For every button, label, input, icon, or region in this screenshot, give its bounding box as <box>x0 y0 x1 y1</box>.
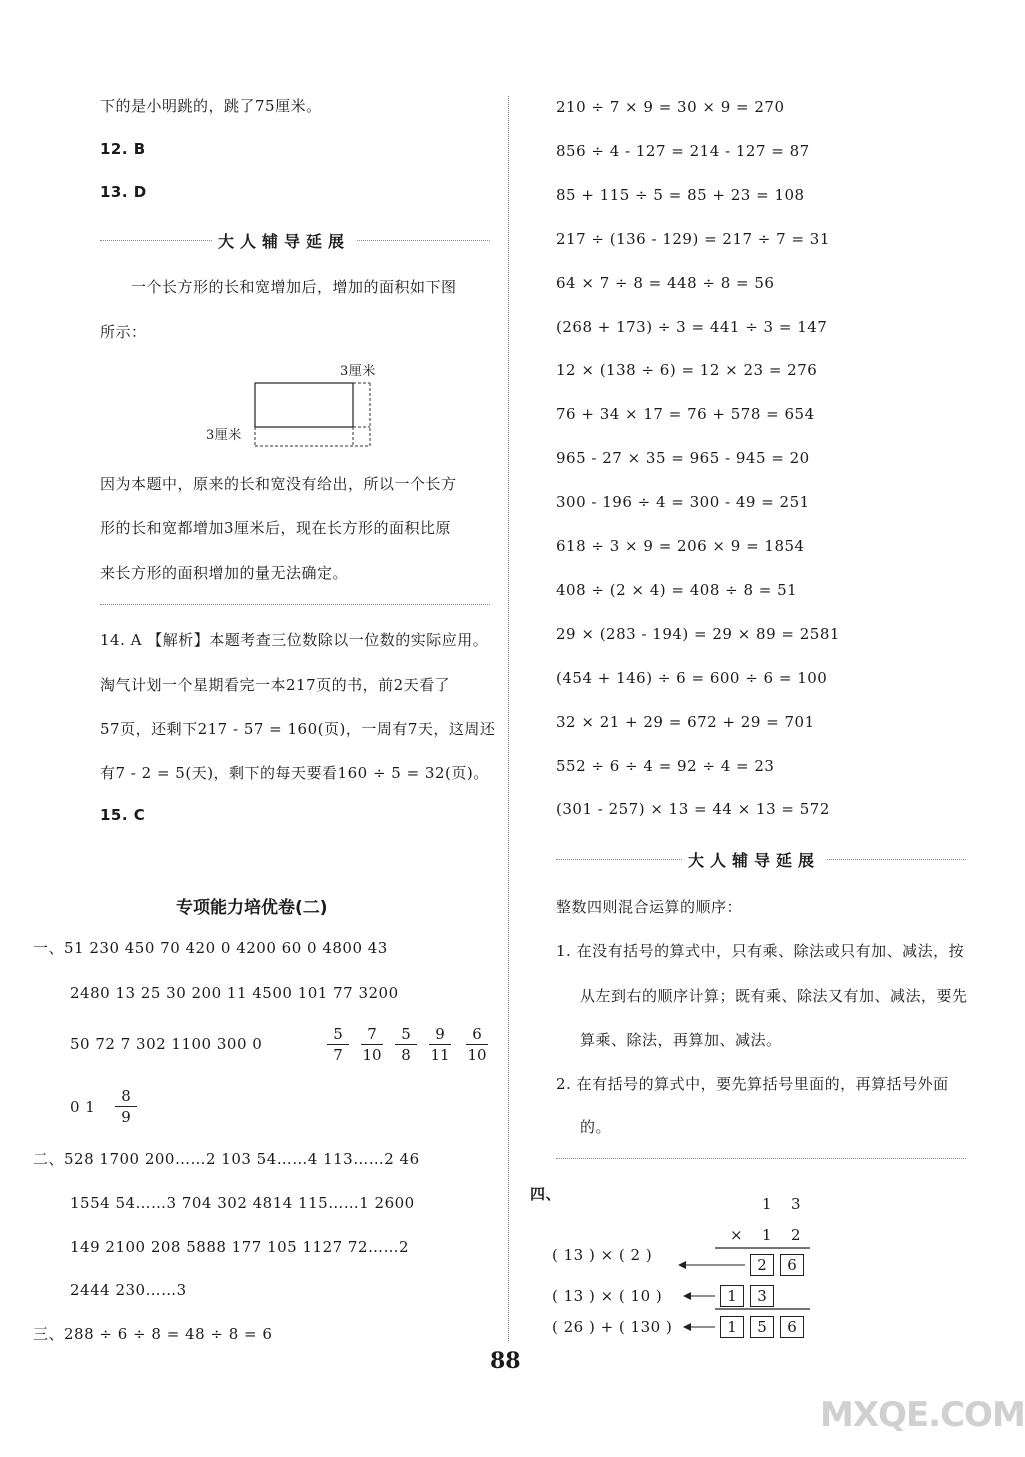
equation-line: 32 × 21 + 29 = 672 + 29 = 701 <box>556 712 815 731</box>
vertical-multiplication <box>540 1190 820 1350</box>
part2-line-2: 1554 54……3 704 302 4814 115……1 2600 <box>70 1194 415 1212</box>
section-heading-guidance-2: 大人辅导延展 <box>682 848 826 871</box>
fraction-2: $\frac{7}{10}$ <box>362 1025 382 1064</box>
sum-row: ( 26 ) + ( 130 ) <box>552 1318 673 1336</box>
part3-line-1: 三、288 ÷ 6 ÷ 8 = 48 ÷ 8 = 6 <box>33 1325 273 1343</box>
left-line-1: 下的是小明跳的，跳了75厘米。 <box>100 97 322 115</box>
digit-bottom-1: 1 <box>762 1226 773 1244</box>
partial-product-row-2: ( 13 ) × ( 10 ) <box>552 1287 663 1305</box>
fraction-4: $\frac{9}{11}$ <box>430 1025 450 1064</box>
answer-14-line-4: 有7 - 2 = 5(天)，剩下的每天要看160 ÷ 5 = 32(页)。 <box>100 764 489 782</box>
equation-line: (454 + 146) ÷ 6 = 600 ÷ 6 = 100 <box>556 668 828 687</box>
answer-14-line-1: 14. A 【解析】本题考查三位数除以一位数的实际应用。 <box>100 631 489 649</box>
fraction-5: $\frac{6}{10}$ <box>467 1025 487 1064</box>
section-heading-guidance-1: 大人辅导延展 <box>212 229 356 252</box>
fraction-6: $\frac{8}{9}$ <box>115 1086 137 1127</box>
equation-line: (301 - 257) × 13 = 44 × 13 = 572 <box>556 800 830 819</box>
part2-line-1: 二、528 1700 200……2 103 54……4 113……2 46 <box>33 1150 420 1168</box>
column-divider <box>508 96 509 1341</box>
page-number: 88 <box>490 1348 521 1374</box>
equation-line: 965 - 27 × 35 = 965 - 945 = 20 <box>556 449 810 468</box>
part1-line-3: 50 72 7 302 1100 300 0 <box>70 1035 263 1053</box>
equation-line: 217 ÷ (136 - 129) = 217 ÷ 7 = 31 <box>556 229 830 248</box>
digit-bottom-2: 2 <box>791 1226 802 1244</box>
rule-line-1: 整数四则混合运算的顺序： <box>556 898 743 916</box>
equation-line: (268 + 173) ÷ 3 = 441 ÷ 3 = 147 <box>556 317 828 336</box>
fraction-1: $\frac{5}{7}$ <box>327 1024 349 1065</box>
section-divider-bottom <box>100 604 490 605</box>
equation-line: 408 ÷ (2 × 4) = 408 ÷ 8 = 51 <box>556 580 798 599</box>
answer-box: 1 <box>720 1285 744 1307</box>
rule-line-5: 2. 在有括号的算式中，要先算括号里面的，再算括号外面 <box>556 1075 949 1093</box>
answer-15: 15. C <box>100 806 146 824</box>
equation-line: 300 - 196 ÷ 4 = 300 - 49 = 251 <box>556 493 810 512</box>
equation-line: 856 ÷ 4 - 127 = 214 - 127 = 87 <box>556 141 810 160</box>
answer-14-line-2: 淘气计划一个星期看完一本217页的书，前2天看了 <box>100 676 451 694</box>
equation-line: 76 + 34 × 17 = 76 + 578 = 654 <box>556 405 815 424</box>
equation-line: 618 ÷ 3 × 9 = 206 × 9 = 1854 <box>556 537 805 555</box>
watermark-logo: MXQE.COM <box>820 1395 1025 1435</box>
answer-box: 6 <box>780 1254 804 1276</box>
part1-line-2: 2480 13 25 30 200 11 4500 101 77 3200 <box>70 984 399 1002</box>
answer-box: 5 <box>750 1316 774 1338</box>
guidance-line-3: 因为本题中，原来的长和宽没有给出，所以一个长方 <box>100 475 457 493</box>
guidance-line-2: 所示： <box>100 323 147 341</box>
guidance-line-5: 来长方形的面积增加的量无法确定。 <box>100 564 349 582</box>
equation-line: 64 × 7 ÷ 8 = 448 ÷ 8 = 56 <box>556 273 775 292</box>
times-sign: × <box>730 1226 744 1244</box>
equation-line: 12 × (138 ÷ 6) = 12 × 23 = 276 <box>556 361 818 380</box>
fraction-3: $\frac{5}{8}$ <box>395 1024 417 1065</box>
digit-top-2: 3 <box>791 1195 802 1213</box>
part2-line-3: 149 2100 208 5888 177 105 1127 72……2 <box>70 1238 410 1256</box>
rule-line-6: 的。 <box>580 1118 612 1136</box>
section-divider-bottom-2 <box>556 1158 966 1159</box>
equation-line: 552 ÷ 6 ÷ 4 = 92 ÷ 4 = 23 <box>556 756 775 775</box>
equation-line: 29 × (283 - 194) = 29 × 89 = 2581 <box>556 624 840 643</box>
answer-12: 12. B <box>100 140 146 158</box>
guidance-line-4: 形的长和宽都增加3厘米后，现在长方形的面积比原 <box>100 519 452 537</box>
rule-line-3: 从左到右的顺序计算；既有乘、除法又有加、减法，要先 <box>580 987 968 1005</box>
figure-label-left: 3厘米 <box>206 428 242 443</box>
rule-line-2: 1. 在没有括号的算式中，只有乘、除法或只有加、减法，按 <box>556 942 965 960</box>
part2-line-4: 2444 230……3 <box>70 1281 187 1299</box>
figure-label-top: 3厘米 <box>340 364 376 379</box>
answer-box: 2 <box>750 1254 774 1276</box>
partial-product-row-1: ( 13 ) × ( 2 ) <box>552 1246 653 1264</box>
equation-line: 210 ÷ 7 × 9 = 30 × 9 = 270 <box>556 98 785 116</box>
answer-13: 13. D <box>100 183 147 201</box>
section-title-2: 专项能力培优卷(二) <box>176 898 328 918</box>
answer-box: 6 <box>780 1316 804 1338</box>
answer-box: 1 <box>720 1316 744 1338</box>
part1-line-4: 0 1 <box>70 1098 96 1116</box>
part1-line-1: 一、51 230 450 70 420 0 4200 60 0 4800 43 <box>33 939 388 957</box>
guidance-line-1: 一个长方形的长和宽增加后，增加的面积如下图 <box>131 278 457 296</box>
answer-14-line-3: 57页，还剩下217 - 57 = 160(页)，一周有7天，这周还 <box>100 720 496 738</box>
rectangle-figure <box>200 360 400 460</box>
digit-top-1: 1 <box>762 1195 773 1213</box>
equation-line: 85 + 115 ÷ 5 = 85 + 23 = 108 <box>556 185 805 204</box>
part4-label: 四、 <box>530 1185 562 1203</box>
answer-box: 3 <box>750 1285 774 1307</box>
rule-line-4: 算乘、除法，再算加、减法。 <box>580 1031 782 1049</box>
